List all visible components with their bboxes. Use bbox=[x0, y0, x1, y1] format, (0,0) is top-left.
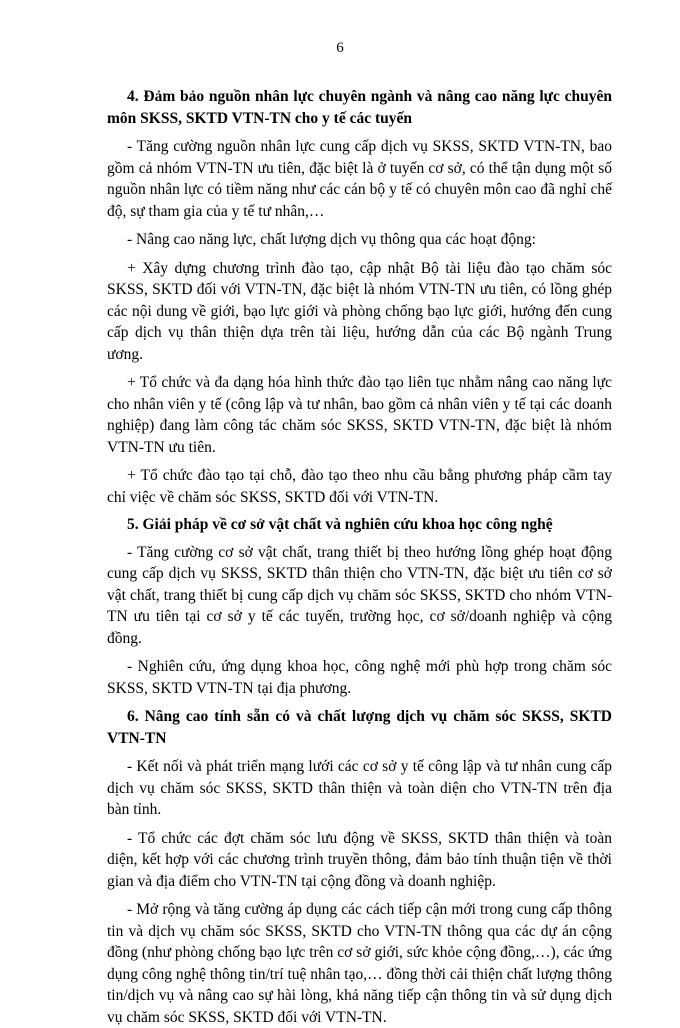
page-number: 6 bbox=[336, 40, 344, 56]
paragraph: - Nâng cao năng lực, chất lượng dịch vụ thông qua các hoạt động: bbox=[127, 231, 536, 248]
paragraph: + Tổ chức và đa dạng hóa hình thức đào tạo liên tục nhằm nâng cao năng lực cho nhân viên y tế (công lập và tư nhân, bao gồm cả nhân viên y tế tại các doanh nghiệp) đang làm công tác chăm sóc SKSS, SKTD VTN-TN, đặc biệt là nhóm VTN-TN ưu tiên. bbox=[107, 374, 612, 456]
paragraph: + Xây dựng chương trình đào tạo, cập nhật Bộ tài liệu đào tạo chăm sóc SKSS, SKTD đối với VTN-TN, đặc biệt là nhóm VTN-TN ưu tiên, có lồng ghép các nội dung về giới, bạo lực giới và phòng chống bạo lực giới, hướng đến cung cấp dịch vụ thân thiện dựa trên tài liệu, hướng dẫn của các Bộ ngành Trung ương. bbox=[107, 259, 612, 363]
paragraph: - Tổ chức các đợt chăm sóc lưu động về SKSS, SKTD thân thiện và toàn diện, kết hợp với các chương trình truyền thông, đảm bảo tính thuận tiện về thời gian và địa điểm cho VTN-TN tại cộng đồng và doanh nghiệp. bbox=[107, 829, 612, 890]
paragraph: + Tổ chức đào tạo tại chỗ, đào tạo theo nhu cầu bằng phương pháp cầm tay chỉ việc về chăm sóc SKSS, SKTD đối với VTN-TN. bbox=[107, 467, 612, 506]
paragraph: - Mở rộng và tăng cường áp dụng các cách tiếp cận mới trong cung cấp thông tin và dịch vụ chăm sóc SKSS, SKTD cho VTN-TN thông qua các dự án cộng đồng (như phòng chống bạo lực trên cơ sở giới, sức khỏe cộng đồng,…), các ứng dụng công nghệ thông tin/trí tuệ nhân tạo,… đồng thời cải thiện chất lượng thông tin/dịch vụ và nâng cao sự hài lòng, khả năng tiếp cận thông tin và sử dụng dịch vụ chăm sóc SKSS, SKTD đối với VTN-TN. bbox=[107, 901, 612, 1026]
paragraph: - Kết nối và phát triển mạng lưới các cơ sở y tế công lập và tư nhân cung cấp dịch vụ chăm sóc SKSS, SKTD thân thiện và toàn diện cho VTN-TN trên địa bàn tỉnh. bbox=[107, 758, 612, 818]
section-heading: 6. Nâng cao tính sẵn có và chất lượng dịch vụ chăm sóc SKSS, SKTD VTN-TN bbox=[107, 708, 612, 747]
paragraph: - Tăng cường nguồn nhân lực cung cấp dịch vụ SKSS, SKTD VTN-TN, bao gồm cả nhóm VTN-TN ưu tiên, đặc biệt là ở tuyến cơ sở, có thể tận dụng một số nguồn nhân lực có tiềm năng như các cán bộ y tế có chuyên môn cao đã nghỉ chế độ, sự tham gia của y tế tư nhân,… bbox=[107, 138, 612, 220]
section-heading: 5. Giải pháp về cơ sở vật chất và nghiên cứu khoa học công nghệ bbox=[127, 516, 553, 533]
section-heading: 4. Đảm bảo nguồn nhân lực chuyên ngành và nâng cao năng lực chuyên môn SKSS, SKTD VTN-TN cho y tế các tuyến bbox=[107, 88, 612, 127]
paragraph: - Nghiên cứu, ứng dụng khoa học, công nghệ mới phù hợp trong chăm sóc SKSS, SKTD VTN-TN tại địa phương. bbox=[107, 658, 612, 697]
paragraph: - Tăng cường cơ sở vật chất, trang thiết bị theo hướng lồng ghép hoạt động cung cấp dịch vụ SKSS, SKTD thân thiện cho VTN-TN, đặc biệt ưu tiên cơ sở vật chất, trang thiết bị cung cấp dịch vụ chăm sóc SKSS, SKTD cho nhóm VTN- TN ưu tiên tại cơ sở y tế các tuyến, trường học, cơ sở/doanh nghiệp và cộng đồng. bbox=[107, 543, 612, 647]
document-body bbox=[107, 86, 612, 1028]
